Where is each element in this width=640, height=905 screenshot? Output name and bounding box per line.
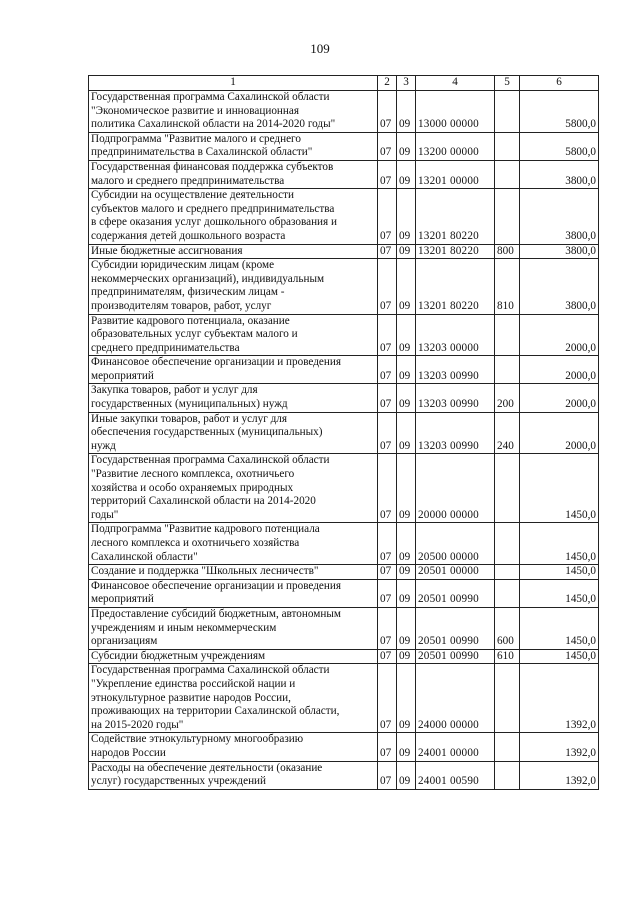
row-name-cell: Финансовое обеспечение организации и проведения мероприятий [89, 579, 378, 607]
row-expense-type-cell: 240 [495, 412, 520, 454]
row-expense-type-cell: 200 [495, 384, 520, 412]
row-subsection-cell: 09 [397, 607, 416, 649]
row-amount-cell: 3800,0 [520, 259, 599, 314]
row-amount-cell: 1450,0 [520, 565, 599, 580]
row-amount-cell: 2000,0 [520, 356, 599, 384]
row-target-article-cell: 13203 00990 [416, 412, 495, 454]
header-cell-amount: 6 [520, 76, 599, 91]
row-section-cell: 07 [378, 259, 397, 314]
row-subsection-cell: 09 [397, 91, 416, 133]
row-section-cell: 07 [378, 565, 397, 580]
table-row [89, 132, 599, 160]
row-expense-type-cell: 610 [495, 649, 520, 664]
row-target-article-cell: 20501 00990 [416, 649, 495, 664]
row-subsection-cell: 09 [397, 314, 416, 356]
header-cell-subsection: 3 [397, 76, 416, 91]
row-expense-type-cell [495, 132, 520, 160]
table-row [89, 733, 599, 761]
row-target-article-cell: 20500 00000 [416, 523, 495, 565]
row-name-cell: Создание и поддержка "Школьных лесничеств" [89, 565, 378, 580]
row-subsection-cell: 09 [397, 412, 416, 454]
row-name-cell: Государственная программа Сахалинской области "Развитие лесного комплекса, охотничьего хозяйства и особо охраняемых природных территорий Сахалинской области на 2014-2020 годы" [89, 454, 378, 523]
row-target-article-cell: 13203 00000 [416, 314, 495, 356]
row-amount-cell: 1450,0 [520, 579, 599, 607]
row-target-article-cell: 13203 00990 [416, 356, 495, 384]
row-subsection-cell: 09 [397, 454, 416, 523]
row-target-article-cell: 13201 00000 [416, 160, 495, 188]
row-target-article-cell: 20501 00000 [416, 565, 495, 580]
table-row [89, 412, 599, 454]
table-row [89, 761, 599, 789]
row-target-article-cell: 20501 00990 [416, 579, 495, 607]
row-subsection-cell: 09 [397, 733, 416, 761]
row-expense-type-cell: 800 [495, 244, 520, 259]
row-expense-type-cell [495, 733, 520, 761]
row-amount-cell: 1450,0 [520, 454, 599, 523]
row-name-cell: Содействие этнокультурному многообразию народов России [89, 733, 378, 761]
row-expense-type-cell [495, 91, 520, 133]
row-section-cell: 07 [378, 733, 397, 761]
row-name-cell: Предоставление субсидий бюджетным, автономным учреждениям и иным некоммерческим организациям [89, 607, 378, 649]
row-amount-cell: 5800,0 [520, 132, 599, 160]
row-subsection-cell: 09 [397, 132, 416, 160]
row-expense-type-cell [495, 454, 520, 523]
table-row [89, 384, 599, 412]
row-target-article-cell: 13201 80220 [416, 189, 495, 244]
row-section-cell: 07 [378, 189, 397, 244]
row-subsection-cell: 09 [397, 384, 416, 412]
row-section-cell: 07 [378, 244, 397, 259]
row-amount-cell: 5800,0 [520, 91, 599, 133]
row-section-cell: 07 [378, 91, 397, 133]
row-subsection-cell: 09 [397, 649, 416, 664]
table-row [89, 649, 599, 664]
table-row [89, 189, 599, 244]
row-name-cell: Развитие кадрового потенциала, оказание образовательных услуг субъектам малого и среднего предпринимательства [89, 314, 378, 356]
row-target-article-cell: 13201 80220 [416, 244, 495, 259]
table-row [89, 565, 599, 580]
row-subsection-cell: 09 [397, 160, 416, 188]
row-section-cell: 07 [378, 649, 397, 664]
row-amount-cell: 2000,0 [520, 412, 599, 454]
row-subsection-cell: 09 [397, 244, 416, 259]
row-amount-cell: 3800,0 [520, 244, 599, 259]
row-subsection-cell: 09 [397, 523, 416, 565]
row-amount-cell: 1450,0 [520, 523, 599, 565]
table-row [89, 356, 599, 384]
table-row [89, 91, 599, 133]
header-cell-section: 2 [378, 76, 397, 91]
row-amount-cell: 1450,0 [520, 607, 599, 649]
row-amount-cell: 1392,0 [520, 664, 599, 733]
row-expense-type-cell [495, 356, 520, 384]
row-section-cell: 07 [378, 132, 397, 160]
row-name-cell: Финансовое обеспечение организации и проведения мероприятий [89, 356, 378, 384]
row-name-cell: Субсидии бюджетным учреждениям [89, 649, 378, 664]
row-target-article-cell: 13200 00000 [416, 132, 495, 160]
header-cell-name: 1 [89, 76, 378, 91]
budget-table [88, 75, 599, 790]
row-name-cell: Иные бюджетные ассигнования [89, 244, 378, 259]
table-row [89, 454, 599, 523]
row-section-cell: 07 [378, 314, 397, 356]
row-target-article-cell: 24000 00000 [416, 664, 495, 733]
row-section-cell: 07 [378, 384, 397, 412]
table-row [89, 259, 599, 314]
page-number: 109 [310, 41, 330, 56]
row-section-cell: 07 [378, 412, 397, 454]
row-subsection-cell: 09 [397, 664, 416, 733]
row-amount-cell: 2000,0 [520, 314, 599, 356]
row-section-cell: 07 [378, 356, 397, 384]
row-section-cell: 07 [378, 523, 397, 565]
row-amount-cell: 2000,0 [520, 384, 599, 412]
row-subsection-cell: 09 [397, 189, 416, 244]
row-target-article-cell: 24001 00000 [416, 733, 495, 761]
row-target-article-cell: 13203 00990 [416, 384, 495, 412]
row-subsection-cell: 09 [397, 579, 416, 607]
row-subsection-cell: 09 [397, 356, 416, 384]
row-section-cell: 07 [378, 761, 397, 789]
row-name-cell: Подпрограмма "Развитие кадрового потенциала лесного комплекса и охотничьего хозяйства Сахалинской области" [89, 523, 378, 565]
row-amount-cell: 3800,0 [520, 189, 599, 244]
row-name-cell: Иные закупки товаров, работ и услуг для обеспечения государственных (муниципальных) нужд [89, 412, 378, 454]
row-target-article-cell: 20501 00990 [416, 607, 495, 649]
row-expense-type-cell [495, 189, 520, 244]
row-section-cell: 07 [378, 664, 397, 733]
row-name-cell: Подпрограмма "Развитие малого и среднего предпринимательства в Сахалинской области" [89, 132, 378, 160]
row-name-cell: Расходы на обеспечение деятельности (оказание услуг) государственных учреждений [89, 761, 378, 789]
row-section-cell: 07 [378, 579, 397, 607]
row-amount-cell: 3800,0 [520, 160, 599, 188]
row-expense-type-cell [495, 579, 520, 607]
row-section-cell: 07 [378, 454, 397, 523]
table-row [89, 244, 599, 259]
row-expense-type-cell: 600 [495, 607, 520, 649]
row-target-article-cell: 24001 00590 [416, 761, 495, 789]
row-name-cell: Государственная программа Сахалинской области "Укрепление единства российской нации и этнокультурное развитие народов России, проживающих на территории Сахалинской области, на 2015-2020 годы" [89, 664, 378, 733]
row-target-article-cell: 20000 00000 [416, 454, 495, 523]
row-amount-cell: 1392,0 [520, 733, 599, 761]
row-amount-cell: 1450,0 [520, 649, 599, 664]
row-section-cell: 07 [378, 607, 397, 649]
row-name-cell: Государственная финансовая поддержка субъектов малого и среднего предпринимательства [89, 160, 378, 188]
row-expense-type-cell [495, 664, 520, 733]
row-target-article-cell: 13201 80220 [416, 259, 495, 314]
row-section-cell: 07 [378, 160, 397, 188]
table-row [89, 607, 599, 649]
row-subsection-cell: 09 [397, 761, 416, 789]
header-cell-target-article: 4 [416, 76, 495, 91]
budget-table-body [89, 76, 599, 790]
table-row [89, 523, 599, 565]
table-row [89, 314, 599, 356]
row-name-cell: Субсидии юридическим лицам (кроме некоммерческих организаций), индивидуальным предпринимателям, физическим лицам - производителям товаров, работ, услуг [89, 259, 378, 314]
table-row [89, 160, 599, 188]
table-header-row [89, 76, 599, 91]
row-expense-type-cell: 810 [495, 259, 520, 314]
header-cell-expense-type: 5 [495, 76, 520, 91]
row-name-cell: Государственная программа Сахалинской области "Экономическое развитие и инновационная политика Сахалинской области на 2014-2020 годы" [89, 91, 378, 133]
row-expense-type-cell [495, 523, 520, 565]
row-expense-type-cell [495, 761, 520, 789]
table-row [89, 664, 599, 733]
row-amount-cell: 1392,0 [520, 761, 599, 789]
row-subsection-cell: 09 [397, 259, 416, 314]
row-expense-type-cell [495, 565, 520, 580]
row-target-article-cell: 13000 00000 [416, 91, 495, 133]
row-name-cell: Закупка товаров, работ и услуг для государственных (муниципальных) нужд [89, 384, 378, 412]
row-subsection-cell: 09 [397, 565, 416, 580]
row-expense-type-cell [495, 314, 520, 356]
row-expense-type-cell [495, 160, 520, 188]
table-row [89, 579, 599, 607]
row-name-cell: Субсидии на осуществление деятельности субъектов малого и среднего предпринимательства в сфере оказания услуг дошкольного образования и содержания детей дошкольного возраста [89, 189, 378, 244]
